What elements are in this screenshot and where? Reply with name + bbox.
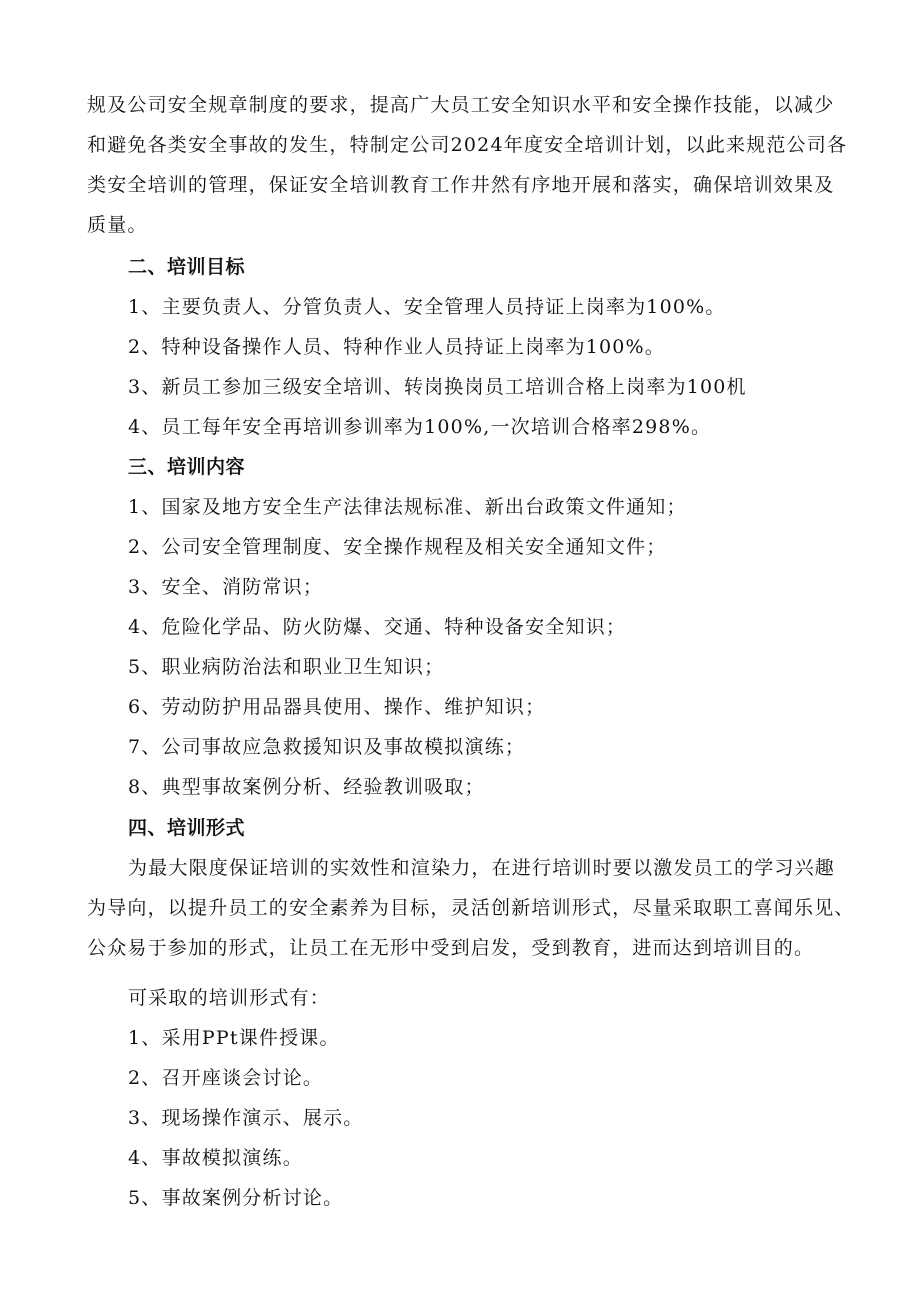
section-heading-goals: 二、培训目标 bbox=[128, 256, 246, 278]
content-item: 6、劳动防护用品器具使用、操作、维护知识； bbox=[128, 696, 546, 718]
intro-line-3: 类安全培训的管理，保证安全培训教育工作井然有序地开展和落实，确保培训效果及 bbox=[87, 174, 835, 196]
form-item: 5、事故案例分析讨论。 bbox=[128, 1187, 344, 1209]
form-item: 1、采用PPt课件授课。 bbox=[128, 1027, 340, 1049]
section-heading-content: 三、培训内容 bbox=[128, 456, 246, 478]
content-item: 4、危险化学品、防火防爆、交通、特种设备安全知识； bbox=[128, 616, 627, 638]
goal-item: 1、主要负责人、分管负责人、安全管理人员持证上岗率为100%。 bbox=[128, 296, 726, 318]
content-item: 8、典型事故案例分析、经验教训吸取； bbox=[128, 776, 485, 798]
goal-item: 2、特种设备操作人员、特种作业人员持证上岗率为100%。 bbox=[128, 336, 666, 358]
goal-item: 4、员工每年安全再培训参训率为100%,一次培训合格率298%。 bbox=[128, 416, 712, 438]
content-item: 5、职业病防治法和职业卫生知识； bbox=[128, 656, 445, 678]
form-item: 4、事故模拟演练。 bbox=[128, 1147, 303, 1169]
form-item: 3、现场操作演示、展示。 bbox=[128, 1107, 364, 1129]
intro-line-1: 规及公司安全规章制度的要求，提高广大员工安全知识水平和安全操作技能，以减少 bbox=[87, 94, 835, 116]
intro-line-4: 质量。 bbox=[87, 214, 148, 236]
content-item: 3、安全、消防常识； bbox=[128, 576, 324, 598]
format-para-line-1: 为最大限度保证培训的实效性和渲染力，在进行培训时要以激发员工的学习兴趣 bbox=[128, 857, 836, 879]
content-item: 2、公司安全管理制度、安全操作规程及相关安全通知文件； bbox=[128, 536, 667, 558]
goal-item: 3、新员工参加三级安全培训、转岗换岗员工培训合格上岗率为100机 bbox=[128, 376, 747, 398]
form-item: 2、召开座谈会讨论。 bbox=[128, 1067, 324, 1089]
intro-line-2: 和避免各类安全事故的发生，特制定公司2024年度安全培训计划，以此来规范公司各 bbox=[87, 134, 848, 156]
forms-intro: 可采取的培训形式有： bbox=[128, 987, 331, 1009]
format-para-line-2: 为导向，以提升员工的安全素养为目标，灵活创新培训形式，尽量采取职工喜闻乐见、 bbox=[87, 897, 855, 919]
content-item: 1、国家及地方安全生产法律法规标准、新出台政策文件通知； bbox=[128, 496, 687, 518]
format-para-line-3: 公众易于参加的形式，让员工在无形中受到启发，受到教育，进而达到培训目的。 bbox=[87, 937, 815, 959]
content-item: 7、公司事故应急救援知识及事故模拟演练； bbox=[128, 736, 526, 758]
section-heading-format: 四、培训形式 bbox=[128, 817, 246, 839]
